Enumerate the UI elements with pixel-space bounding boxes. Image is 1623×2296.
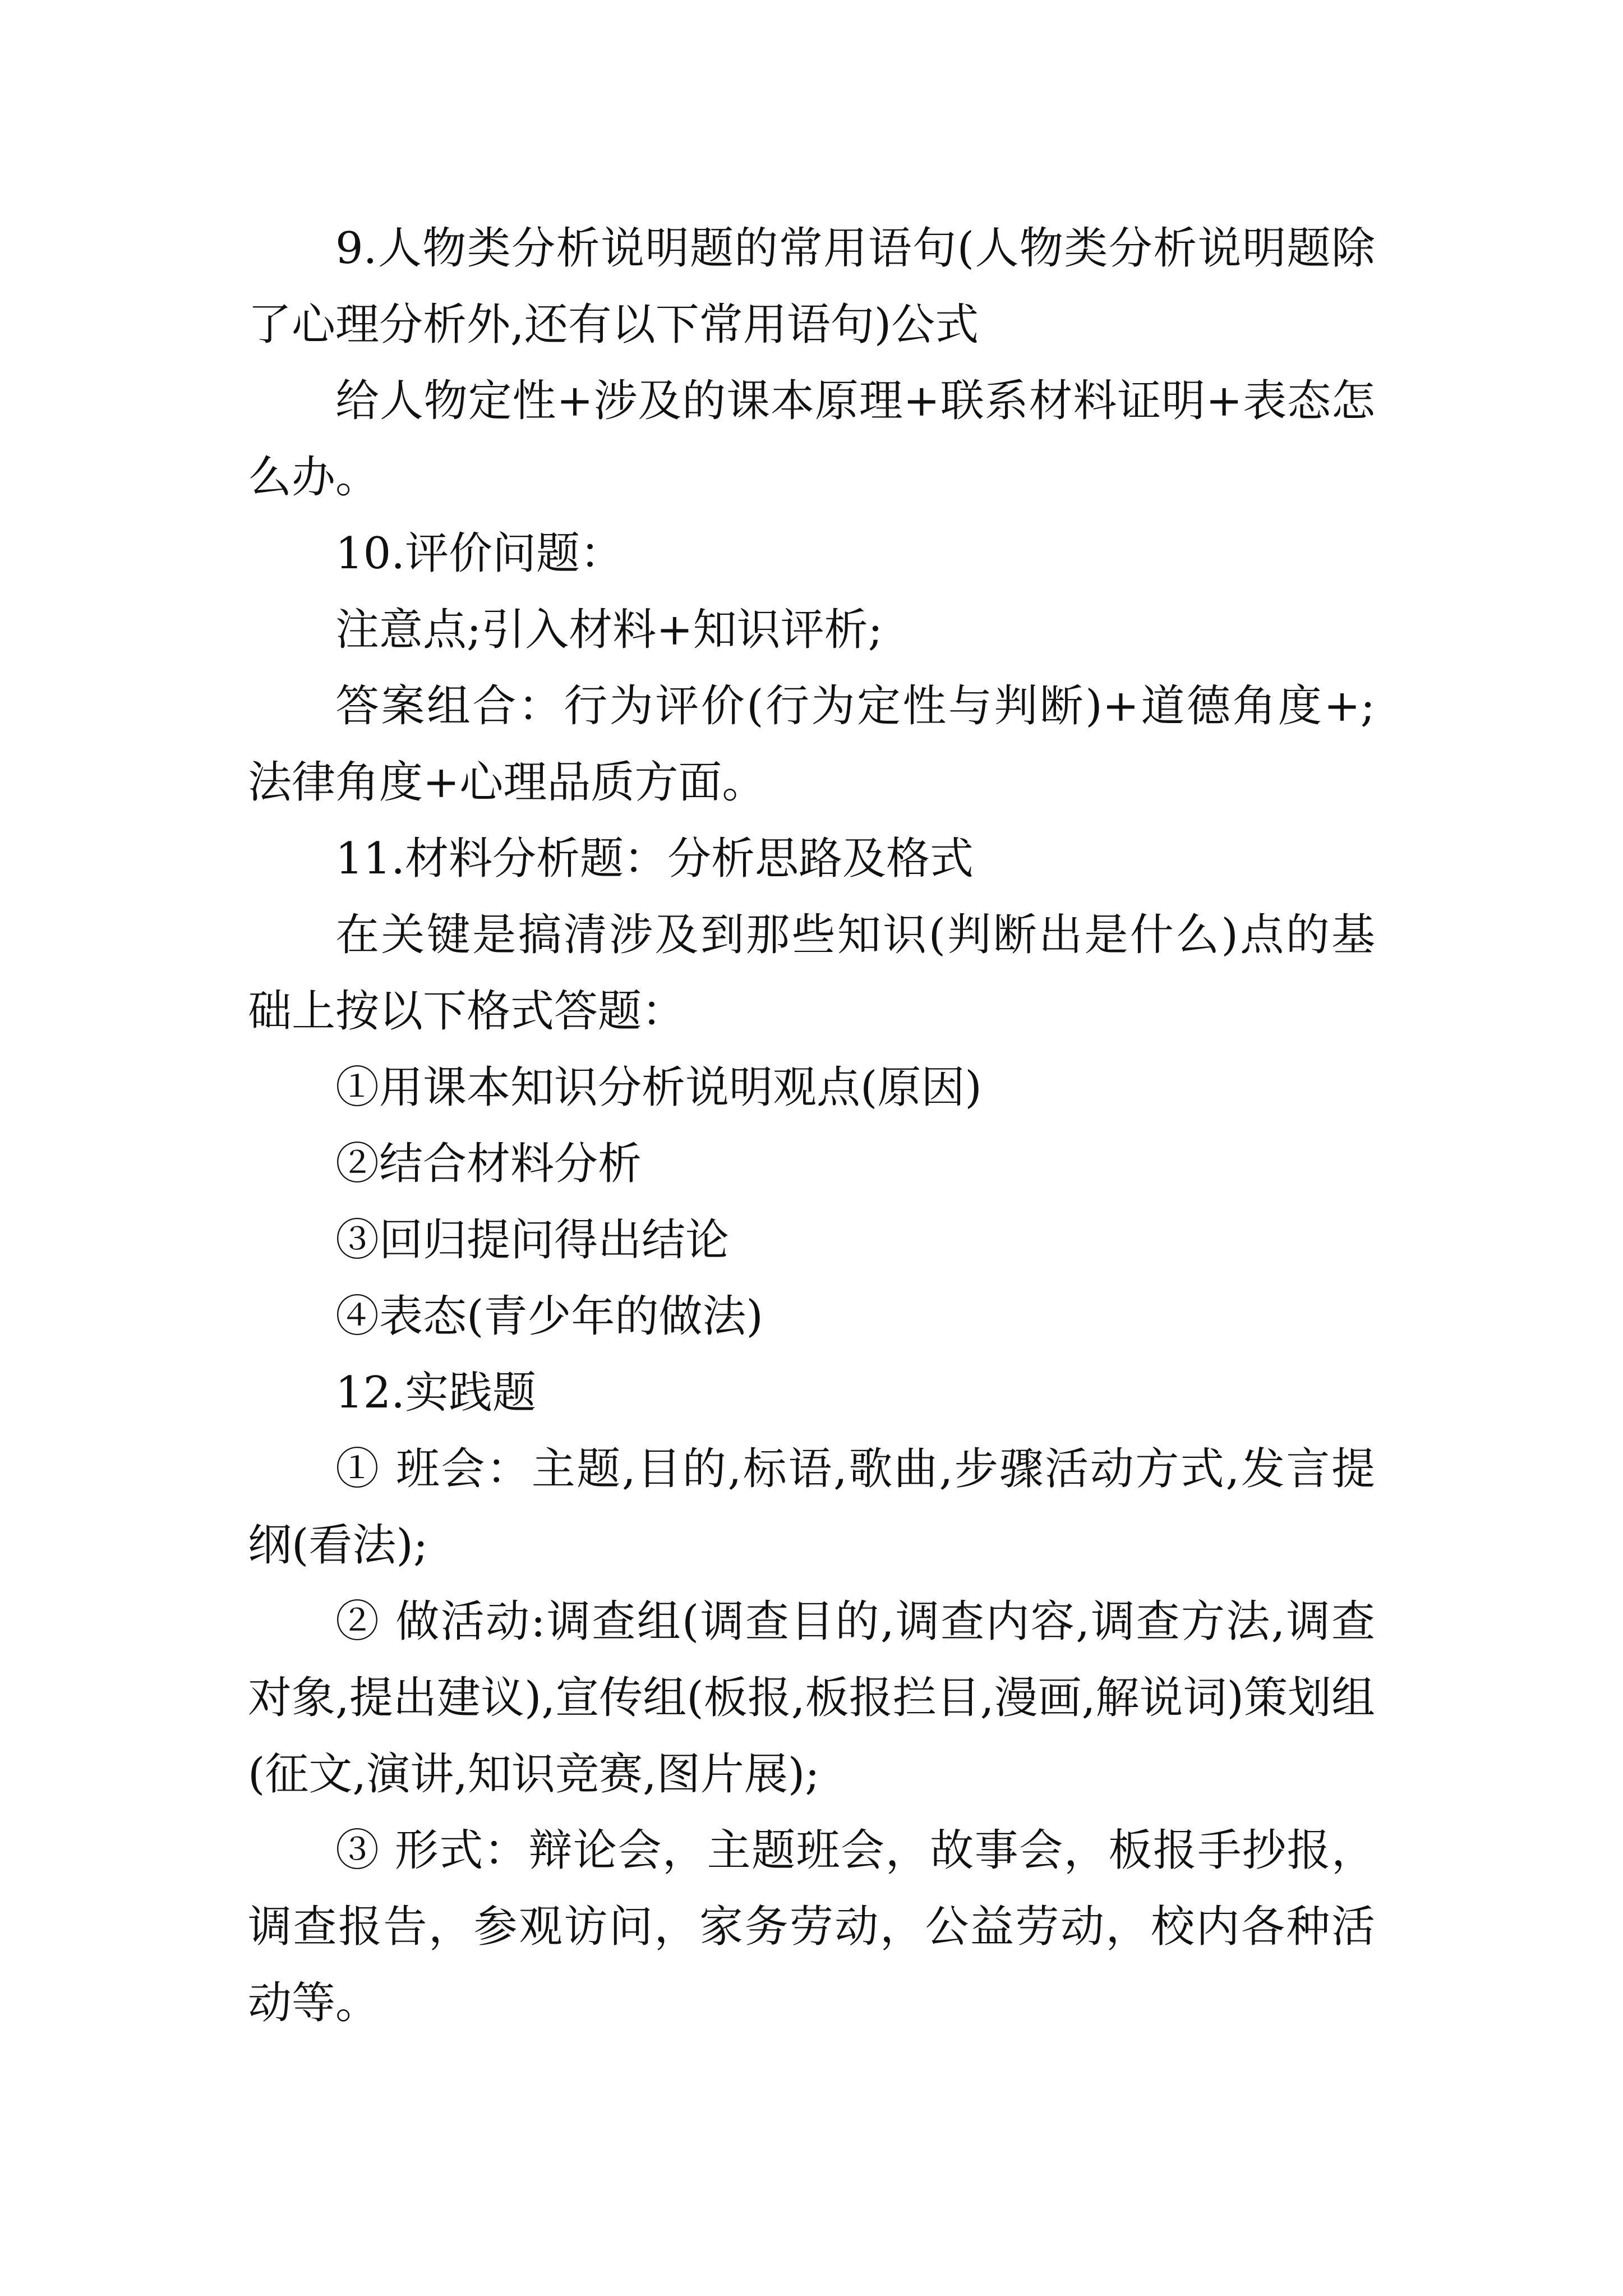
paragraph-item-11-heading: 11.材料分析题：分析思路及格式 bbox=[335, 834, 974, 884]
paragraph-item-11-step4: ④表态(青少年的做法) bbox=[335, 1291, 763, 1342]
paragraph-item-9-heading: 9.人物类分析说明题的常用语句(人物类分析说明题除了心理分析外,还有以下常用语句)公式 bbox=[248, 223, 1375, 350]
paragraph-item-10-notes: 注意点;引入材料+知识评析; bbox=[335, 605, 883, 655]
paragraph-item-11-intro: 在关键是搞清涉及到那些知识(判断出是什么)点的基础上按以下格式答题： bbox=[248, 910, 1375, 1037]
paragraph-item-12-forms: ③ 形式：辩论会，主题班会，故事会，板报手抄报，调查报告，参观访问，家务劳动，公益劳动，校内各种活动等。 bbox=[248, 1825, 1375, 2028]
paragraph-item-11-step3: ③回归提问得出结论 bbox=[335, 1215, 730, 1266]
paragraph-item-12-heading: 12.实践题 bbox=[335, 1368, 537, 1418]
document-body bbox=[248, 210, 1375, 2041]
paragraph-item-11-step2: ②结合材料分析 bbox=[335, 1139, 642, 1189]
paragraph-item-9-formula: 给人物定性+涉及的课本原理+联系材料证明+表态怎么办。 bbox=[248, 376, 1375, 503]
paragraph-item-12-class-meeting: ① 班会：主题,目的,标语,歌曲,步骤活动方式,发言提纲(看法); bbox=[248, 1444, 1375, 1571]
paragraph-item-12-activities: ② 做活动:调查组(调查目的,调查内容,调查方法,调查对象,提出建议),宣传组(板报,板报拦目,漫画,解说词)策划组(征文,演讲,知识竞赛,图片展); bbox=[248, 1596, 1375, 1800]
paragraph-item-10-heading: 10.评价问题： bbox=[335, 528, 624, 579]
paragraph-item-10-answer: 答案组合：行为评价(行为定性与判断)+道德角度+;法律角度+心理品质方面。 bbox=[248, 681, 1375, 808]
paragraph-item-11-step1: ①用课本知识分析说明观点(原因) bbox=[335, 1062, 982, 1113]
